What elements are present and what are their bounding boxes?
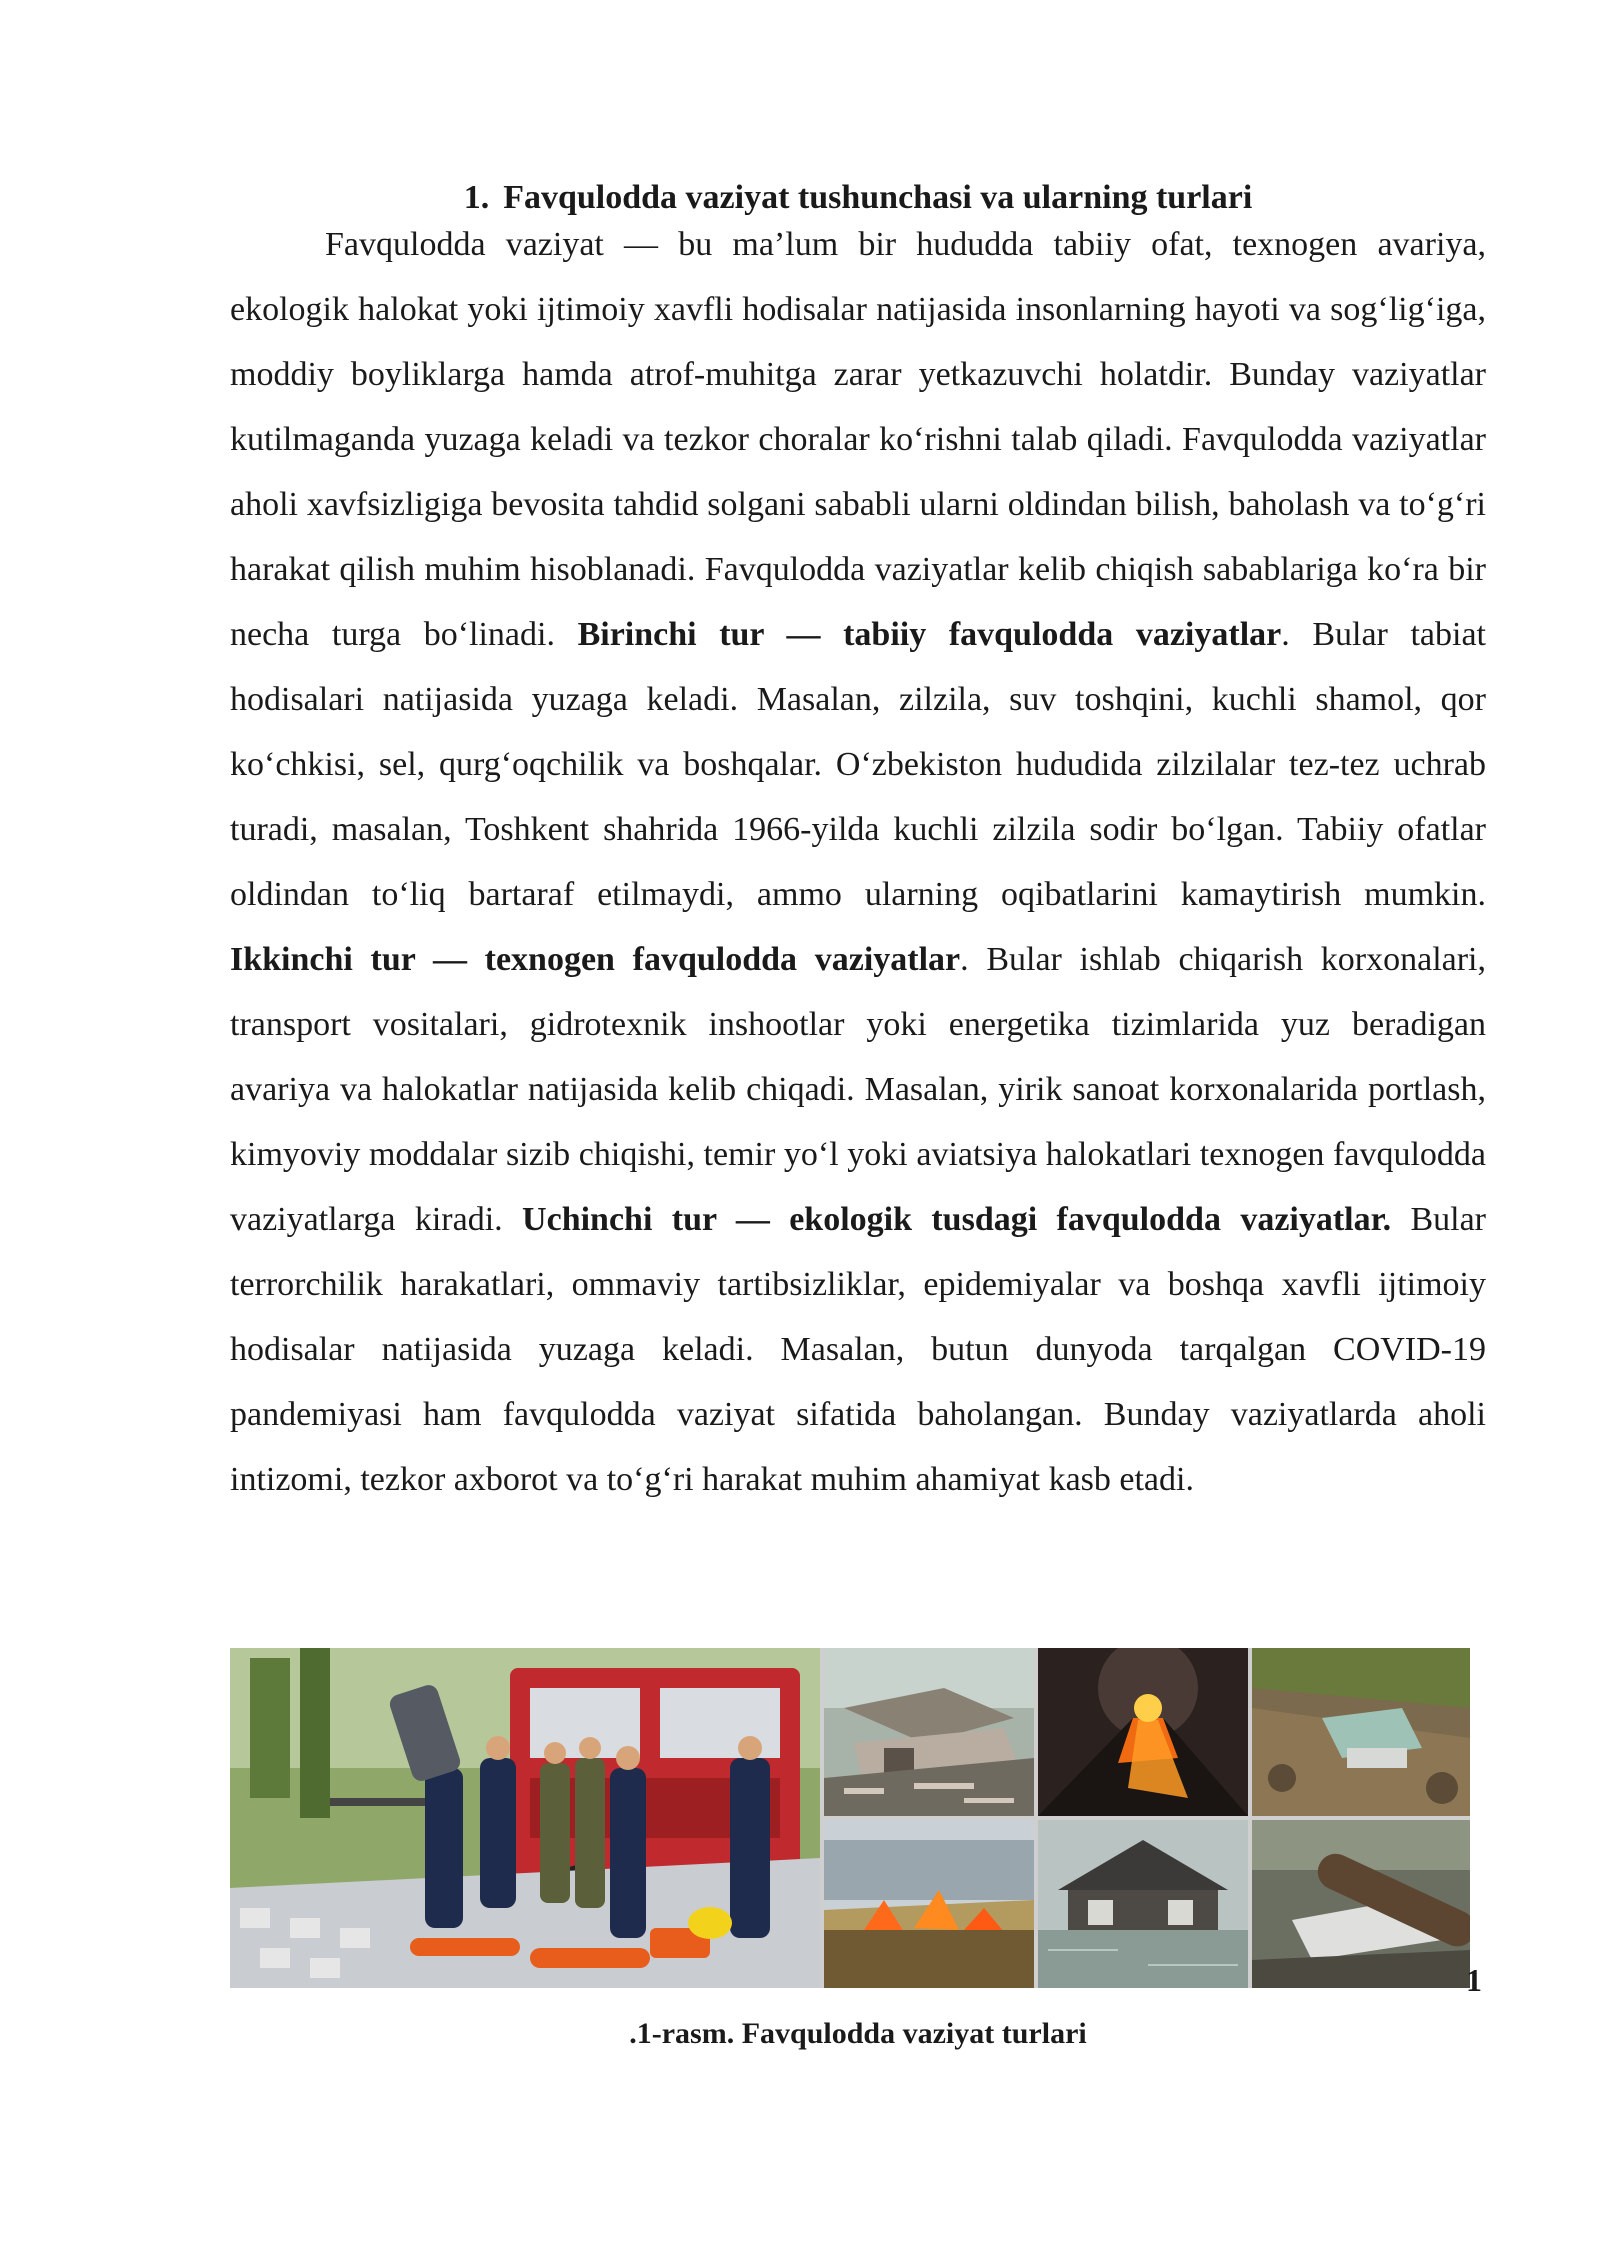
bold-type-ecological: Uchinchi tur — ekologik tusdagi favqulodda vaziyatlar. <box>522 1201 1392 1238</box>
body-paragraph <box>230 212 1486 1512</box>
section-title: Favqulodda vaziyat tushunchasi va ularning turlari <box>503 178 1253 216</box>
flooded-house-photo <box>1038 1820 1248 1988</box>
bold-type-natural: Birinchi tur — tabiiy favqulodda vaziyatlar <box>577 616 1282 653</box>
volcano-eruption-photo <box>1038 1648 1248 1816</box>
text-run-2: . Bular tabiat hodisalari natijasida yuzaga keladi. Masalan, zilzila, suv toshqini, kuchli shamol, qor ko‘chkisi, sel, qurg‘oqchilik va boshqalar. O‘zbekiston hududida zilzilalar tez-tez uchrab turadi, masalan, Toshkent shahrida 1966-yilda kuchli zilzila sodir bo‘lgan. Tabiiy ofatlar oldindan to‘liq bartaraf etilmaydi, ammo ularning oqibatlarini kamaytirish mumkin. <box>230 616 1486 913</box>
section-number: 1. <box>463 178 490 216</box>
rescue-team-photo <box>230 1648 820 1988</box>
fallen-tree-car-photo <box>1252 1820 1470 1988</box>
emergency-types-collage <box>230 1648 1470 1988</box>
bold-type-technogenic: Ikkinchi tur — texnogen favqulodda vaziyatlar <box>230 941 961 978</box>
landslide-house-photo <box>1252 1648 1470 1816</box>
text-run-3: . Bular ishlab chiqarish korxonalari, transport vositalari, gidrotexnik inshootlar yoki energetika tizimlarida yuz beradigan avariya va halokatlar natijasida kelib chiqadi. Masalan, yirik sanoat korxonalarida portlash, kimyoviy moddalar sizib chiqishi, temir yo‘l yoki aviatsiya halokatlari texnogen favqulodda vaziyatlarga kiradi. <box>230 941 1486 1238</box>
text-run-4: Bular terrorchilik harakatlari, ommaviy tartibsizliklar, epidemiyalar va boshqa xavfli ijtimoiy hodisalar natijasida yuzaga keladi. Masalan, butun dunyoda tarqalgan COVID-19 pandemiyasi ham favqulodda vaziyat sifatida baholangan. Bunday vaziyatlarda aholi intizomi, tezkor axborot va to‘g‘ri harakat muhim ahamiyat kasb etadi. <box>230 1201 1486 1498</box>
text-run-1: Favqulodda vaziyat — bu ma’lum bir hududda tabiiy ofat, texnogen avariya, ekologik halokat yoki ijtimoiy xavfli hodisalar natijasida insonlarning hayoti va sog‘lig‘iga, moddiy boyliklarga hamda atrof-muhitga zarar yetkazuvchi holatdir. Bunday vaziyatlar kutilmaganda yuzaga keladi va tezkor choralar ko‘rishni talab qiladi. Favqulodda vaziyatlar aholi xavfsizligiga bevosita tahdid solgani sababli ularni oldindan bilish, baholash va to‘g‘ri harakat qilish muhim hisoblanadi. Favqulodda vaziyatlar kelib chiqish sabablariga ko‘ra bir necha turga bo‘linadi. <box>230 226 1486 653</box>
earthquake-collapsed-house-photo <box>824 1648 1034 1816</box>
paragraph-text <box>230 212 1486 1512</box>
figure-caption: .1-rasm. Favqulodda vaziyat turlari <box>629 2017 1087 2050</box>
wildfire-photo <box>824 1820 1034 1988</box>
figure-number: 1 <box>1466 1962 1482 1998</box>
